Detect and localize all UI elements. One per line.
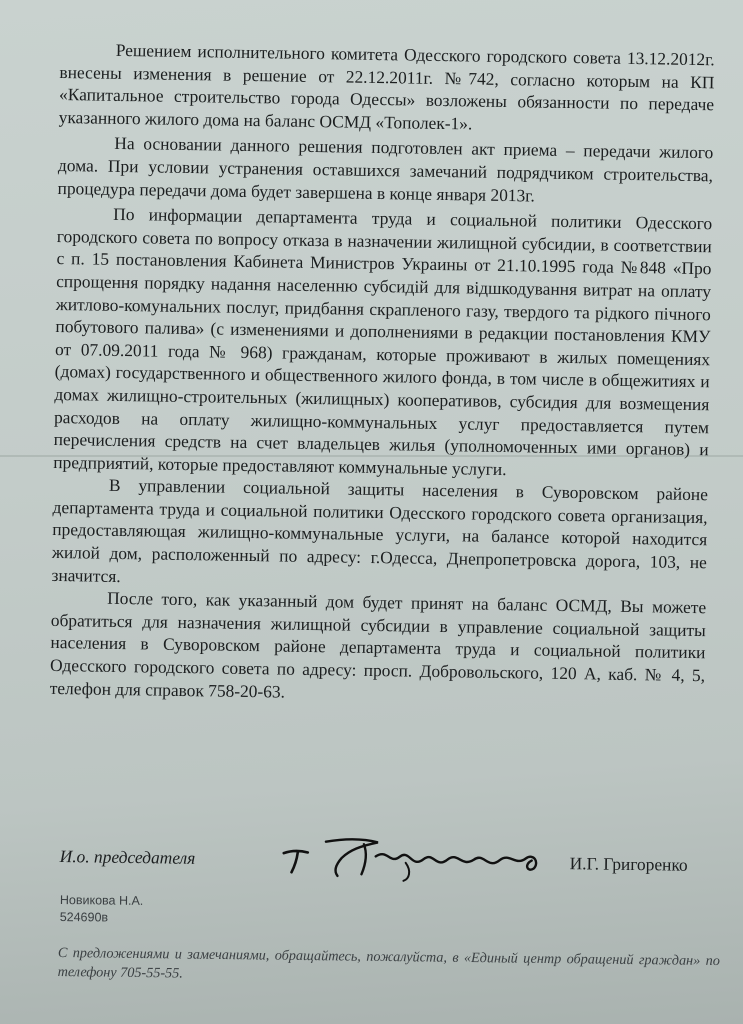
paragraph-transfer-act: На основании данного решения подготовлен акт приема – передачи жилого дома. При условии устранения оставшихся замечаний подрядчиком строительства, процедура передачи дома будет завершена в конце января 2013г. [57, 133, 714, 206]
paragraph-subsidy-info: По информации департамента труда и социальной политики Одесского городского совета по вопросу отказа в назначении жилищной субсидии, в соответствии с п. 15 постановления Кабинета Министров Украины от 21.10.1995 года №848 «Про спрощення порядку надання населенню субсидій для відшкодування витрат на оплату житлово-комунальних послуг, придбання скрапленого газу, твердого та рідкого пічного побутового палива» (с изменениями и дополнениями в редакции постановления КМУ от 07.09.2011 года № 968) гражданам, которые проживают в жилых помещениях (домах) государственного и общественного жилого фонда, в том числе в общежитиях и домах жилищно-строительных (жилищных) кооперативов, субсидия для возмещения расходов на оплату жилищно-коммунальных услуг предоставляется путем перечисления средств на счет владельцев жилья (уполномоченных ими органов) и предприятий, которые предоставляют коммунальные услуги. [53, 204, 713, 479]
paragraph-next-steps: После того, как указанный дом будет принят на баланс ОСМД, Вы можете обратиться для назначения жилищной субсидии в управление социальной защиты населения в Суворовском районе департамента труда и социальной политики Одесского городского совета по адресу: просп. Добровольского, 120 А, каб. № 4, 5, телефон для справок 758-20-63. [49, 588, 707, 702]
paragraph-decision: Решением исполнительного комитета Одесского городского совета 13.12.2012г. внесены изменения в решение от 22.12.2011г. №742, согласно которым на КП «Капитальное строительство города Одессы» возложены обязанности по передаче указанного жилого дома на баланс ОСМД «Тополек-1». [58, 39, 715, 134]
signatory-name: И.Г. Григоренко [569, 853, 688, 875]
executor-phone: 524690в [59, 909, 109, 925]
paragraph-social-protection: В управлении социальной защиты населения в Суворовском районе департамента труда и социальной политики Одесского городского совета организация, предоставляющая жилищно-коммунальные услуги, на балансе которой находится жилой дом, расположенный по адресу: г.Одесса, Днепропетровска дорога, 103, не значится. [51, 475, 709, 586]
executor-block [60, 892, 144, 927]
signature-block [59, 836, 720, 889]
handwritten-signature [277, 833, 568, 885]
executor-name: Новикова Н.А. [59, 892, 144, 908]
signatory-title: И.о. председателя [59, 845, 196, 868]
letter-body [50, 38, 715, 709]
footer-note: С предложениями и замечаниями, обращайтесь, пожалуйста, в «Единый центр обращений граждан» по телефону 705-55-55. [57, 944, 720, 982]
